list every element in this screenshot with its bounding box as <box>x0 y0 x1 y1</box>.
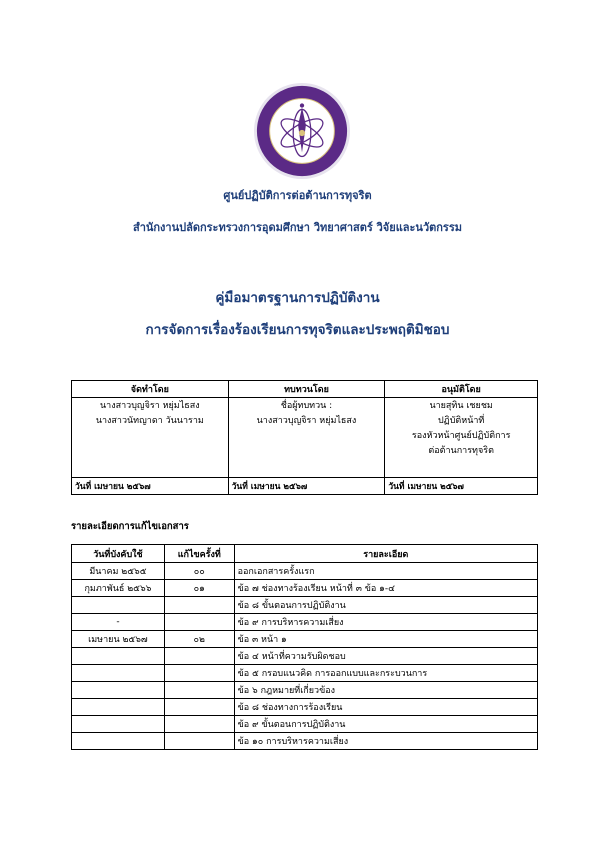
table-row <box>72 597 538 614</box>
reviewed-by-label: ชื่อผู้ทบทวน : <box>280 401 333 411</box>
approved-by-name: นายสุทิน เชยชม <box>429 401 493 411</box>
header-revision-no: แก้ไขครั้งที่ <box>164 545 234 563</box>
effective-date-cell <box>72 597 165 614</box>
effective-date-cell: มีนาคม ๒๕๖๕ <box>72 563 165 580</box>
reviewed-by-cell <box>228 398 385 478</box>
table-row <box>72 614 538 631</box>
document-subtitle: การจัดการเรื่องร้องเรียนการทุจริตและประพฤติมิชอบ <box>145 322 450 338</box>
approval-date-row <box>72 478 538 495</box>
detail-cell: ข้อ ๑๐ การบริหารความเสี่ยง <box>234 733 537 750</box>
approved-by-role-2: รองหัวหน้าศูนย์ปฏิบัติการ <box>411 431 511 441</box>
ministry-seal-logo-icon <box>253 82 351 180</box>
detail-cell: ข้อ ๙ ขั้นตอนการปฏิบัติงาน <box>234 716 537 733</box>
table-row <box>72 648 538 665</box>
detail-cell: ข้อ ๖ กฎหมายที่เกี่ยวข้อง <box>234 682 537 699</box>
revision-no-cell: ๐๐ <box>164 563 234 580</box>
header-reviewed-by: ทบทวนโดย <box>228 381 385 398</box>
org-name-line1: ศูนย์ปฏิบัติการต่อต้านการทุจริต <box>223 189 372 202</box>
org-name-line2: สำนักงานปลัดกระทรวงการอุดมศึกษา วิทยาศาสตร์ วิจัยและนวัตกรรม <box>132 221 462 234</box>
revision-no-cell: ๐๑ <box>164 580 234 597</box>
detail-cell: ข้อ ๙ การบริหารความเสี่ยง <box>234 614 537 631</box>
table-row <box>72 699 538 716</box>
prepared-by-cell <box>72 398 229 478</box>
table-row <box>72 716 538 733</box>
effective-date-cell: กุมภาพันธ์ ๒๕๖๖ <box>72 580 165 597</box>
prepared-date: วันที่ เมษายน ๒๕๖๗ <box>72 478 229 495</box>
detail-cell: ข้อ ๗ ช่องทางร้องเรียน หน้าที่ ๓ ข้อ ๑-๔ <box>234 580 537 597</box>
revision-no-cell <box>164 648 234 665</box>
revision-no-cell <box>164 699 234 716</box>
approved-by-cell <box>385 398 538 478</box>
table-row <box>72 682 538 699</box>
revision-no-cell <box>164 733 234 750</box>
table-row <box>72 733 538 750</box>
effective-date-cell <box>72 648 165 665</box>
revision-heading: รายละเอียดการแก้ไขเอกสาร <box>71 521 189 532</box>
detail-cell: ข้อ ๓ หน้า ๑ <box>234 631 537 648</box>
detail-cell: ข้อ ๘ ขั้นตอนการปฏิบัติงาน <box>234 597 537 614</box>
approval-header-row <box>72 381 538 398</box>
approved-by-role-3: ต่อต้านการทุจริต <box>428 446 494 456</box>
detail-cell: ออกเอกสารครั้งแรก <box>234 563 537 580</box>
document-title: คู่มือมาตรฐานการปฏิบัติงาน <box>215 290 380 306</box>
effective-date-cell <box>72 682 165 699</box>
header-prepared-by: จัดทำโดย <box>72 381 229 398</box>
revision-no-cell <box>164 682 234 699</box>
table-row <box>72 563 538 580</box>
approval-body-row <box>72 398 538 478</box>
header-details: รายละเอียด <box>234 545 537 563</box>
detail-cell: ข้อ ๕ กรอบแนวคิด การออกแบบและกระบวนการ <box>234 665 537 682</box>
effective-date-cell <box>72 733 165 750</box>
approval-table <box>71 380 538 495</box>
table-row <box>72 580 538 597</box>
reviewed-by-name: นางสาวบุญจิรา หยุ่มไธสง <box>256 416 357 426</box>
effective-date-cell: - <box>72 614 165 631</box>
revision-no-cell <box>164 597 234 614</box>
approved-date: วันที่ เมษายน ๒๕๖๗ <box>385 478 538 495</box>
reviewed-date: วันที่ เมษายน ๒๕๖๗ <box>228 478 385 495</box>
revision-no-cell <box>164 614 234 631</box>
table-row <box>72 665 538 682</box>
revision-no-cell <box>164 716 234 733</box>
prepared-by-name-1: นางสาวบุญจิรา หยุ่มไธสง <box>100 401 200 411</box>
header-effective-date: วันที่บังคับใช้ <box>72 545 165 563</box>
header-approved-by: อนุมัติโดย <box>385 381 538 398</box>
revision-no-cell <box>164 665 234 682</box>
effective-date-cell <box>72 699 165 716</box>
effective-date-cell: เมษายน ๒๕๖๗ <box>72 631 165 648</box>
revision-no-cell: ๐๒ <box>164 631 234 648</box>
revision-table <box>71 544 538 750</box>
detail-cell: ข้อ ๘ ช่องทางการร้องเรียน <box>234 699 537 716</box>
effective-date-cell <box>72 665 165 682</box>
effective-date-cell <box>72 716 165 733</box>
revision-header-row <box>72 545 538 563</box>
approved-by-role-1: ปฏิบัติหน้าที่ <box>437 416 485 426</box>
table-row <box>72 631 538 648</box>
detail-cell: ข้อ ๔ หน้าที่ความรับผิดชอบ <box>234 648 537 665</box>
prepared-by-name-2: นางสาวนัทญาดา วันนาราม <box>95 416 204 426</box>
